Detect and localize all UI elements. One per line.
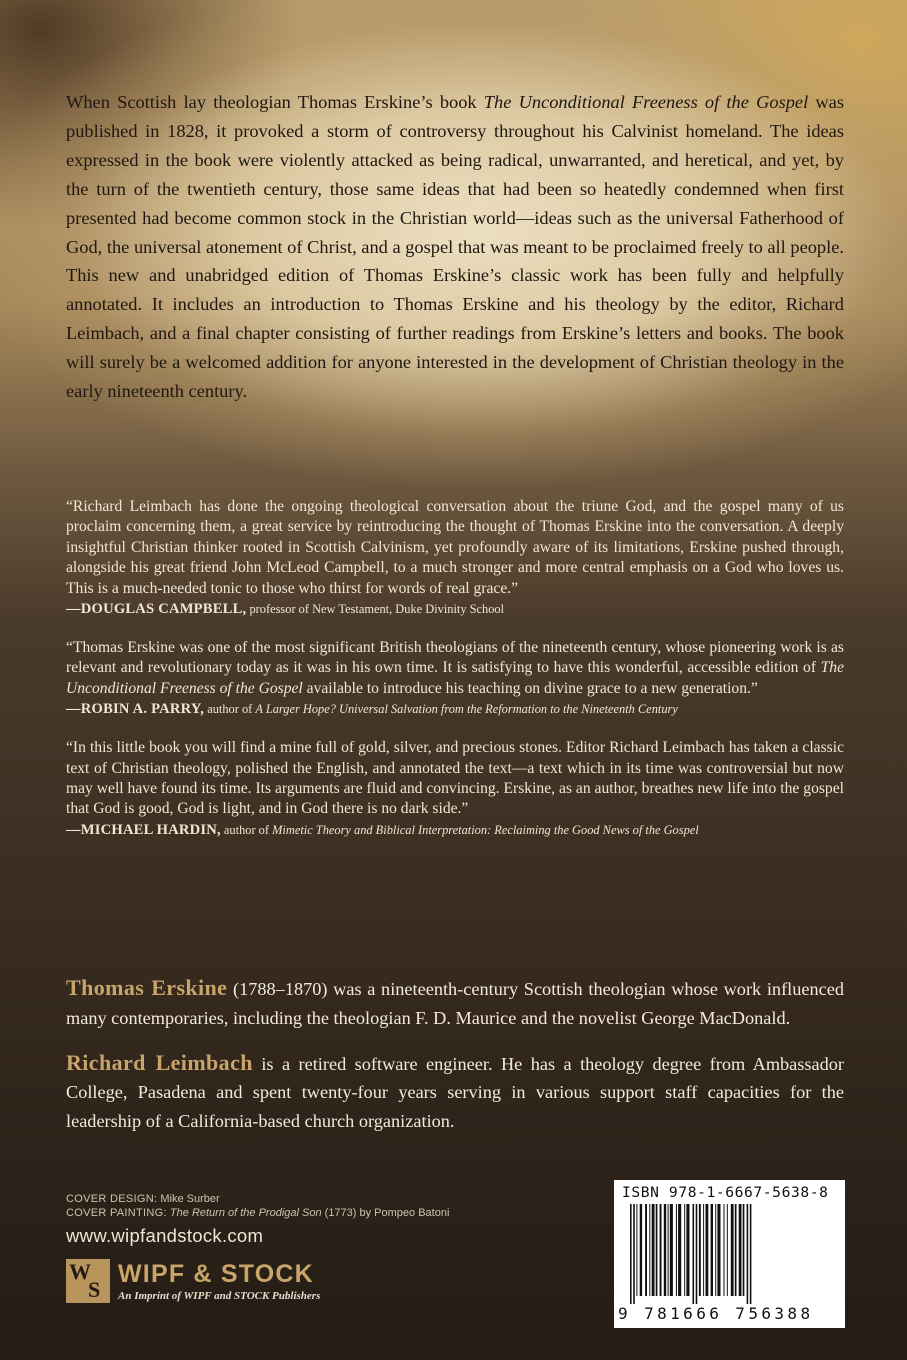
- publisher-imprint: An Imprint of WIPF and STOCK Publishers: [118, 1290, 321, 1302]
- endorser-role: professor of New Testament, Duke Divinity School: [246, 602, 505, 617]
- description-text-start: When Scottish lay theologian Thomas Erskine’s book: [66, 92, 484, 112]
- endorsement-attribution: [66, 599, 844, 619]
- barcode-bar: [684, 1204, 685, 1296]
- painting-title: The Return of the Prodigal Son: [166, 1207, 322, 1219]
- book-title-italic: The Unconditional Freeness of the Gospel: [483, 92, 809, 112]
- cover-painting-credit: [66, 1206, 566, 1220]
- endorser-book: Mimetic Theory and Biblical Interpretation: Reclaiming the Good News of the Gospel: [272, 822, 699, 837]
- barcode-bar: [717, 1204, 720, 1296]
- endorsement-text-start: “Thomas Erskine was one of the most significant British theologians of the nineteenth century, whose pioneering work is as relevant and revolutionary today as it was in his own time. It is satisfying to have this wonderful, accessible edition of: [66, 639, 844, 677]
- endorsement: [66, 738, 844, 840]
- endorsement-text: “In this little book you will find a mine full of gold, silver, and precious stones. Editor Richard Leimbach has taken a classic text of Christian theology, polished the English, and annotated the text—a text which in its time was controversial but now may well have found its time. Its arguments are fluid and convincing. Erskine, as an author, breathes new life into the gospel that God is good, God is light, and in God there is no dark side.”: [66, 739, 844, 818]
- barcode-bar: [693, 1204, 695, 1304]
- book-description: [66, 88, 844, 406]
- editor-bio-text: is a retired software engineer. He has a theology degree from Ambassador College, Pasadena and spent twenty-four years serving in various support staff capacities for the leadership of a California-based church organization.: [66, 1053, 845, 1132]
- barcode-bar: [636, 1204, 637, 1296]
- logo-letter-w: W: [69, 1259, 91, 1284]
- endorser-name: —DOUGLAS CAMPBELL,: [66, 601, 247, 618]
- endorsements: [66, 497, 844, 859]
- endorsement-text: “Richard Leimbach has done the ongoing theological conversation about the triune God, and the gospel many of us proclaim concerning them, a great service by reintroducing the thought of Thomas Erskine into the conversation. A deeply insightful Christian thinker rooted in Scottish Calvinism, yet profoundly aware of its limitations, Erskine pushed through, alongside his great friend John McLeod Campbell, to a much stronger and more central emphasis on a God who loves us. This is a much-needed tonic to those who thirst for words of real grace.”: [66, 498, 844, 597]
- barcode-bar: [652, 1204, 655, 1296]
- endorsement: [66, 497, 844, 619]
- barcode-bar: [660, 1204, 662, 1296]
- cover-design-credit: [66, 1192, 566, 1206]
- editor-bio: [66, 1049, 844, 1136]
- barcode-bar: [676, 1204, 677, 1296]
- publisher-website: www.wipfandstock.com: [66, 1225, 264, 1246]
- publisher-logo-icon: [66, 1259, 110, 1303]
- painting-artist: (1773) by Pompeo Batoni: [321, 1207, 450, 1219]
- barcode-bar: [743, 1204, 745, 1296]
- book-title-italic: The Unconditional Freeness of the Gospel: [66, 659, 844, 697]
- barcode-bar: [735, 1204, 737, 1296]
- barcode-bar: [668, 1204, 669, 1296]
- author-bio: [66, 974, 844, 1033]
- barcode-digits: 9 781666 756388: [618, 1304, 814, 1323]
- barcode-bar: [750, 1204, 752, 1304]
- author-bios: [66, 974, 844, 1152]
- barcode-bar: [633, 1204, 635, 1304]
- barcode-bar: [630, 1204, 632, 1304]
- logo-letter-s: S: [88, 1277, 101, 1302]
- editor-name: Richard Leimbach: [66, 1049, 253, 1075]
- barcode-bar: [699, 1204, 701, 1296]
- isbn-barcode: [614, 1180, 845, 1328]
- barcode-bar: [703, 1204, 704, 1296]
- endorsement-attribution: [66, 699, 844, 719]
- endorser-name: —ROBIN A. PARRY,: [66, 701, 205, 718]
- endorsement-text-end: available to introduce his teaching on divine grace to a new generation.”: [302, 679, 758, 697]
- barcode-bars-icon: [626, 1204, 836, 1304]
- barcode-bar: [739, 1204, 742, 1296]
- cover-design-label: COVER DESIGN:: [66, 1193, 158, 1205]
- barcode-bar: [724, 1204, 725, 1296]
- barcode-bar: [640, 1204, 642, 1296]
- barcode-bar: [649, 1204, 650, 1296]
- endorser-role: author of: [204, 702, 256, 717]
- author-bio-text: (1788–1870) was a nineteenth-century Scottish theologian whose work influenced many contemporaries, including the theologian F. D. Maurice and the novelist George MacDonald.: [66, 979, 844, 1028]
- description-text-rest: was published in 1828, it provoked a storm of controversy throughout his Calvinist homeland. The ideas expressed in the book were violently attacked as being radical, unwarranted, and heretical, and yet, by the turn of the twentieth century, those same ideas that had been so heatedly condemned when first presented had become common stock in the Christian world—ideas such as the universal Fatherhood of God, the universal atonement of Christ, and a gospel that was meant to be proclaimed freely to all people. This new and unabridged edition of Thomas Erskine’s classic work has been fully and helpfully annotated. It includes an introduction to Thomas Erskine and his theology by the editor, Richard Leimbach, and a final chapter consisting of further readings from Erskine’s letters and books. The book will surely be a welcomed addition for anyone interested in the development of Christian theology in the early nineteenth century.: [66, 92, 845, 402]
- barcode-bar: [696, 1204, 698, 1304]
- cover-painting-label: COVER PAINTING:: [66, 1207, 167, 1219]
- cover-credits: [66, 1192, 566, 1220]
- barcode-bar: [670, 1204, 673, 1296]
- endorsement-text: [66, 638, 844, 699]
- barcode-bar: [731, 1204, 734, 1296]
- endorser-book: A Larger Hope? Universal Salvation from the Reformation to the Nineteenth Century: [255, 702, 678, 717]
- barcode-bar: [706, 1204, 709, 1296]
- endorser-name: —MICHAEL HARDIN,: [66, 821, 221, 838]
- barcode-bar: [686, 1204, 689, 1296]
- publisher-block: [66, 1259, 396, 1309]
- barcode-bar: [727, 1204, 728, 1296]
- cover-design-value: Mike Surber: [157, 1193, 220, 1205]
- barcode-bar: [747, 1204, 749, 1304]
- endorsement: [66, 638, 844, 719]
- barcode-bar: [715, 1204, 716, 1296]
- endorsement-attribution: [66, 820, 844, 840]
- isbn-text: ISBN 978-1-6667-5638-8: [622, 1184, 829, 1201]
- barcode-bar: [664, 1204, 666, 1296]
- barcode-bar: [656, 1204, 658, 1296]
- barcode-bar: [678, 1204, 681, 1296]
- endorser-role: author of: [220, 822, 273, 837]
- publisher-name: WIPF & STOCK: [118, 1260, 314, 1288]
- barcode-bar: [711, 1204, 713, 1296]
- barcode-bar: [645, 1204, 647, 1296]
- author-name: Thomas Erskine: [66, 975, 228, 1000]
